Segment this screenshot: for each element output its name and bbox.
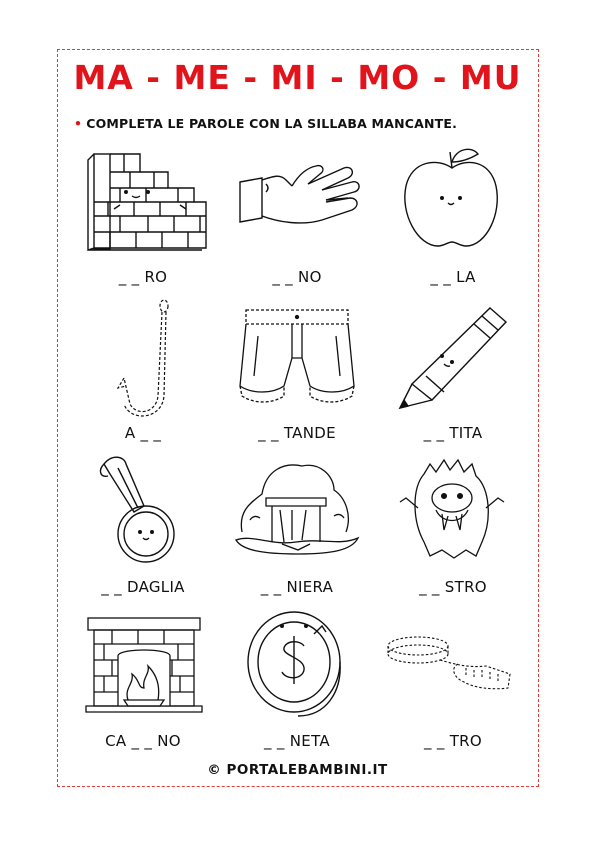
item-apple: [378, 140, 528, 286]
word-12: _ _ TRO: [423, 732, 483, 750]
coin-icon: [222, 604, 372, 729]
instruction-text: COMPLETA LE PAROLE CON LA SILLABA MANCANTE.: [86, 116, 458, 131]
footer-credit: © PORTALEBAMBINI.IT: [207, 762, 388, 778]
page-title: MA - ME - MI - MO - MU: [73, 58, 522, 97]
pencil-icon: [378, 296, 528, 421]
fireplace-icon: [68, 604, 218, 729]
item-hand: [222, 140, 372, 286]
item-brick-wall: [68, 140, 218, 286]
word-7: _ _ DAGLIA: [101, 578, 185, 596]
fish-hook-icon: [68, 296, 218, 421]
word-4: A _ _: [124, 424, 162, 442]
mine-icon: [222, 450, 372, 575]
medal-icon: [68, 450, 218, 575]
item-medal: [68, 450, 218, 596]
item-underpants: [222, 296, 372, 442]
measuring-tape-icon: [378, 604, 528, 729]
item-coin: [222, 604, 372, 750]
apple-icon: [378, 140, 528, 255]
monster-icon: [378, 450, 528, 575]
brick-wall-icon: [68, 140, 218, 255]
item-mine: [222, 450, 372, 596]
word-5: _ _ TANDE: [258, 424, 336, 442]
underpants-icon: [222, 296, 372, 421]
word-11: _ _ NETA: [264, 732, 330, 750]
item-fireplace: [68, 604, 218, 750]
word-6: _ _ TITA: [423, 424, 483, 442]
item-fish-hook: [68, 296, 218, 442]
word-8: _ _ NIERA: [260, 578, 334, 596]
item-pencil: [378, 296, 528, 442]
bullet: •: [74, 116, 83, 131]
word-3: _ _ LA: [430, 268, 476, 286]
item-measuring-tape: [378, 604, 528, 750]
word-10: CA _ _ NO: [105, 732, 181, 750]
word-1: _ _ RO: [118, 268, 168, 286]
word-2: _ _ NO: [272, 268, 322, 286]
item-monster: [378, 450, 528, 596]
word-9: _ _ STRO: [419, 578, 487, 596]
hand-icon: [222, 140, 372, 255]
instruction: [74, 116, 457, 131]
